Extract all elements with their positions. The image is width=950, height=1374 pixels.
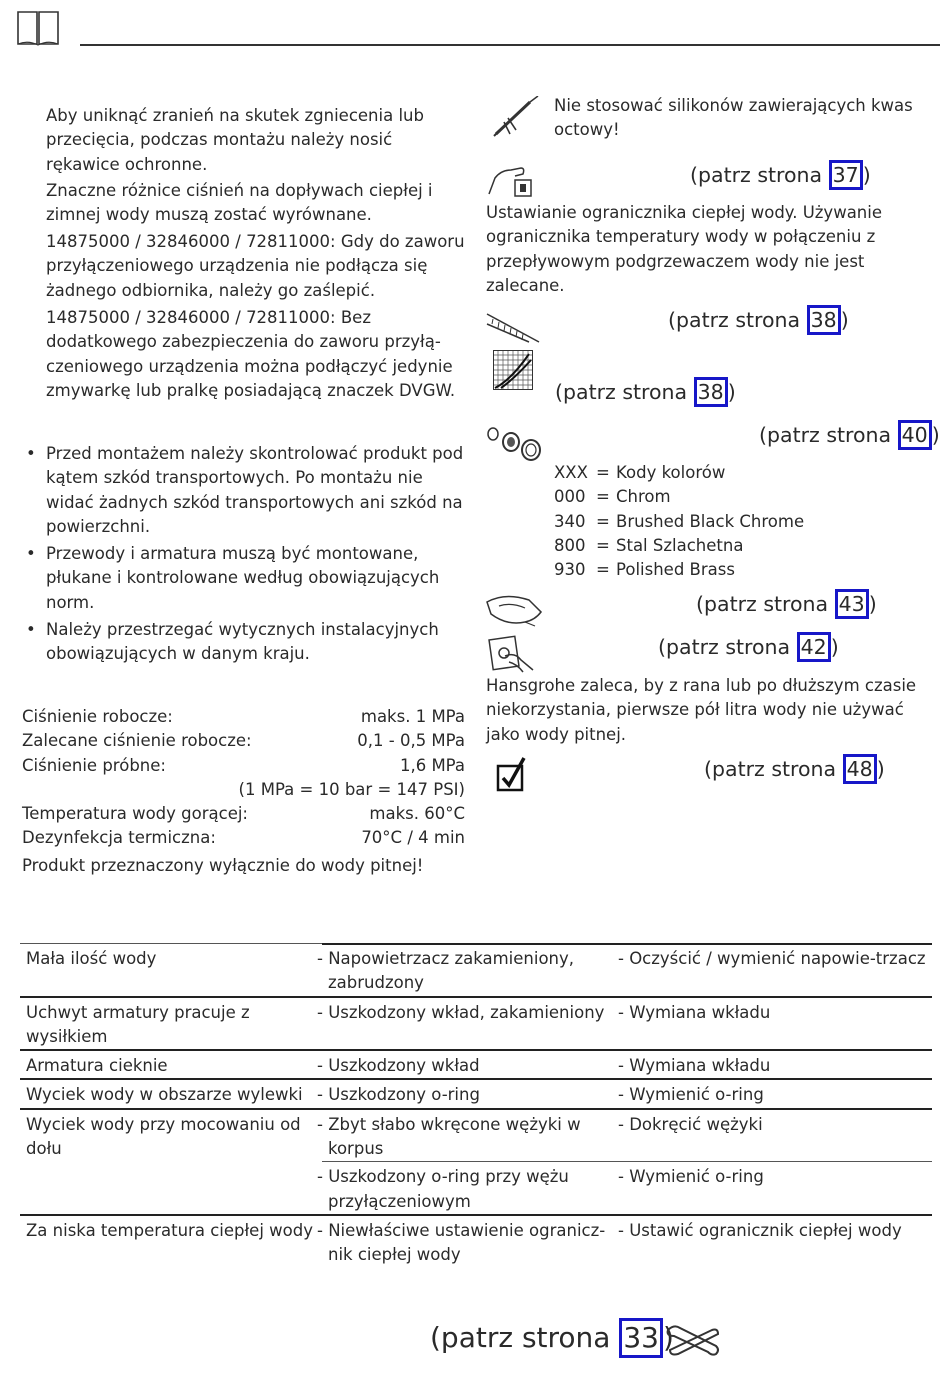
table-row	[20, 1162, 932, 1215]
remedy-cell: - Wymiana wkładu	[618, 1056, 771, 1076]
cause-cell: - Uszkodzony wkład, zakamieniony	[317, 1002, 605, 1022]
page-ref-48[interactable]	[704, 754, 885, 784]
color-code: 000	[554, 487, 586, 507]
spec-conversion: (1 MPa = 10 bar = 147 PSI)	[238, 779, 465, 799]
ref-suffix: )	[868, 592, 877, 616]
color-name: Brushed Black Chrome	[616, 511, 805, 531]
spec-value: 70°C / 4 min	[361, 828, 465, 848]
technical-specs	[22, 705, 465, 878]
aerator-parts-icon	[485, 424, 545, 462]
list-item	[22, 442, 467, 539]
cause-cell: - Uszkodzony o-ring	[317, 1085, 480, 1105]
color-code: 930	[554, 560, 586, 580]
list-item	[22, 618, 467, 667]
flush-note: Hansgrohe zaleca, by z rana lub po dłuższym czasie niekorzystania, pierwsze pół litra wody nie używać jako wody pitnej.	[486, 676, 917, 744]
problem-cell: Wyciek wody w obszarze wylewki	[26, 1085, 303, 1105]
spec-value: 1,6 MPa	[399, 755, 465, 775]
header-rule	[80, 44, 940, 46]
ref-suffix: )	[662, 1321, 674, 1354]
checkbox-icon	[496, 756, 528, 794]
silicone-gun-icon	[490, 96, 542, 140]
silicone-note: Nie stosować silikonów zawierających kwas octowy!	[554, 96, 913, 140]
remedy-cell: - Dokręcić wężyki	[623, 1109, 932, 1162]
remedy-cell: - Wymienić o-ring	[618, 1085, 764, 1105]
bullet-marker: •	[26, 544, 36, 564]
remedy-cell: - Wymiana wkładu	[618, 1002, 771, 1022]
page-number[interactable]: 42	[797, 632, 831, 662]
gloves-paragraph: Aby uniknąć zranień na skutek zgniecenia lub przecięcia, podczas montażu należy nosić rękawice ochronne.	[46, 106, 424, 174]
table-row	[20, 944, 932, 997]
page-number[interactable]: 38	[694, 377, 728, 407]
list-item	[554, 510, 804, 534]
spec-row	[22, 826, 465, 850]
ref-prefix: (patrz strona	[658, 635, 797, 659]
ref-suffix: )	[727, 380, 736, 404]
table-row	[20, 997, 932, 1051]
color-code: 800	[554, 535, 586, 555]
cleaning-hand-icon	[485, 592, 543, 628]
cause-cell: - Uszkodzony wkład	[317, 1056, 480, 1076]
cause-cell: - Niewłaściwe ustawienie ogranicz-nik ciepłej wody	[317, 1220, 606, 1265]
ref-prefix: (patrz strona	[704, 757, 843, 781]
cause-cell: - Uszkodzony o-ring przy wężu przyłączeniowym	[317, 1167, 569, 1211]
color-codes-list	[554, 461, 804, 582]
spec-label: Dezynfekcja termiczna:	[22, 828, 216, 848]
spec-value: maks. 1 MPa	[360, 707, 465, 726]
page-number[interactable]: 38	[807, 305, 841, 335]
flow-chart-icon	[493, 350, 533, 390]
spec-row	[22, 729, 465, 753]
ref-suffix: )	[931, 423, 940, 447]
remedy-cell: - Wymienić o-ring	[618, 1167, 764, 1187]
cause-cell: - Napowietrzacz zakamieniony, zabrudzony	[317, 949, 575, 993]
dvgw-paragraph: 14875000 / 32846000 / 72811000: Bez dodatkowego zabezpieczenia do zaworu przyłą-czeniowego urządzenia można podłączyć jedynie zmywarkę lub pralkę posiadającą znaczek DVGW.	[46, 308, 456, 400]
bullet-text: Należy przestrzegać wytycznych instalacyjnych obowiązujących w danym kraju.	[46, 620, 439, 664]
spec-row	[22, 705, 465, 729]
page-ref-38-second[interactable]	[555, 377, 736, 407]
list-item	[554, 485, 804, 509]
spec-label: Ciśnienie robocze:	[22, 707, 173, 726]
color-name: Chrom	[616, 487, 671, 507]
wrench-icon	[664, 1322, 722, 1358]
spec-row	[22, 778, 465, 802]
page-ref-33[interactable]	[430, 1318, 674, 1358]
page-ref-40[interactable]	[759, 420, 940, 450]
list-item	[554, 461, 804, 485]
page-ref-43[interactable]	[696, 589, 877, 619]
troubleshooting-table	[20, 944, 932, 1268]
book-icon	[16, 10, 62, 46]
hand-adjust-icon	[487, 160, 535, 200]
spec-value: maks. 60°C	[369, 804, 465, 824]
problem-cell	[20, 1162, 322, 1215]
page-ref-37[interactable]	[690, 160, 871, 190]
problem-cell: Wyciek wody przy mocowaniu od dołu	[26, 1114, 301, 1159]
problem-cell: Mała ilość wody	[26, 949, 157, 968]
hand-valve-icon	[487, 634, 537, 674]
color-code: 340	[554, 511, 586, 531]
bullet-marker: •	[26, 620, 36, 640]
equals-sign: =	[596, 560, 610, 580]
page-ref-38-first[interactable]	[668, 305, 849, 335]
ref-suffix: )	[876, 757, 885, 781]
page-number[interactable]: 40	[898, 420, 932, 450]
table-row	[20, 1050, 932, 1079]
table-row	[20, 1079, 932, 1108]
ref-prefix: (patrz strona	[696, 592, 835, 616]
page-number[interactable]: 33	[619, 1318, 663, 1358]
page-ref-42[interactable]	[658, 632, 839, 662]
ref-suffix: )	[862, 163, 871, 187]
limiter-text: Ustawianie ogranicznika ciepłej wody. Używanie ogranicznika temperatury wody w połączeniu z przepływowym podgrzewaczem wody nie jest zalecane.	[486, 203, 882, 295]
page-number[interactable]: 37	[829, 160, 863, 190]
color-name: Kody kolorów	[616, 463, 726, 482]
spec-value: 0,1 - 0,5 MPa	[357, 731, 465, 751]
equals-sign: =	[596, 463, 610, 482]
page-number[interactable]: 43	[835, 589, 869, 619]
table-row	[20, 1109, 932, 1162]
ref-prefix: (patrz strona	[430, 1321, 620, 1354]
ref-prefix: (patrz strona	[690, 163, 829, 187]
remedy-cell: - Ustawić ogranicznik ciepłej wody	[618, 1220, 902, 1240]
cap-off-paragraph: 14875000 / 32846000 / 72811000: Gdy do zaworu przyłączeniowego urządzenia nie podłącza się żadnego odbiornika, należy go zaślepić.	[46, 232, 465, 300]
remedy-cell: - Oczyścić / wymienić napowie-trzacz	[618, 949, 926, 968]
spec-label: Ciśnienie próbne:	[22, 755, 166, 775]
bullet-text: Przewody i armatura muszą być montowane, płukane i kontrolowane według obowiązujących norm.	[46, 544, 440, 612]
problem-cell: Za niska temperatura ciepłej wody	[26, 1220, 313, 1240]
color-name: Stal Szlachetna	[616, 535, 744, 555]
spec-label: Zalecane ciśnienie robocze:	[22, 731, 252, 751]
table-row	[20, 1215, 932, 1268]
ref-prefix: (patrz strona	[759, 423, 898, 447]
color-name: Polished Brass	[616, 560, 735, 580]
ref-suffix: )	[840, 308, 849, 332]
bullet-text: Przed montażem należy skontrolować produkt pod kątem szkód transportowych. Po montażu nie widać żadnych szkód transportowych ani szkód na powierzchni.	[46, 444, 464, 536]
list-item	[554, 558, 804, 582]
problem-cell: Uchwyt armatury pracuje z wysiłkiem	[26, 1002, 250, 1046]
drinking-water-note: Produkt przeznaczony wyłącznie do wody pitnej!	[22, 855, 424, 875]
pressure-balance-paragraph: Znaczne różnice ciśnień na dopływach ciepłej i zimnej wody muszą zostać wyrównane.	[46, 181, 433, 225]
page-number[interactable]: 48	[843, 754, 877, 784]
equals-sign: =	[596, 535, 610, 555]
list-item	[22, 542, 467, 615]
equals-sign: =	[596, 487, 610, 507]
problem-cell: Armatura cieknie	[26, 1056, 168, 1076]
bullet-marker: •	[26, 444, 36, 463]
bullet-list	[22, 442, 467, 670]
ref-prefix: (patrz strona	[668, 308, 807, 332]
list-item	[554, 534, 804, 558]
spec-row	[22, 754, 465, 778]
ref-suffix: )	[830, 635, 839, 659]
ruler-icon	[485, 310, 541, 344]
spec-label: Temperatura wody gorącej:	[22, 804, 248, 824]
color-code: XXX	[554, 463, 588, 482]
spec-row	[22, 802, 465, 826]
cause-cell: - Zbyt słabo wkręcone wężyki w korpus	[322, 1109, 623, 1162]
equals-sign: =	[596, 511, 610, 531]
ref-prefix: (patrz strona	[555, 380, 694, 404]
